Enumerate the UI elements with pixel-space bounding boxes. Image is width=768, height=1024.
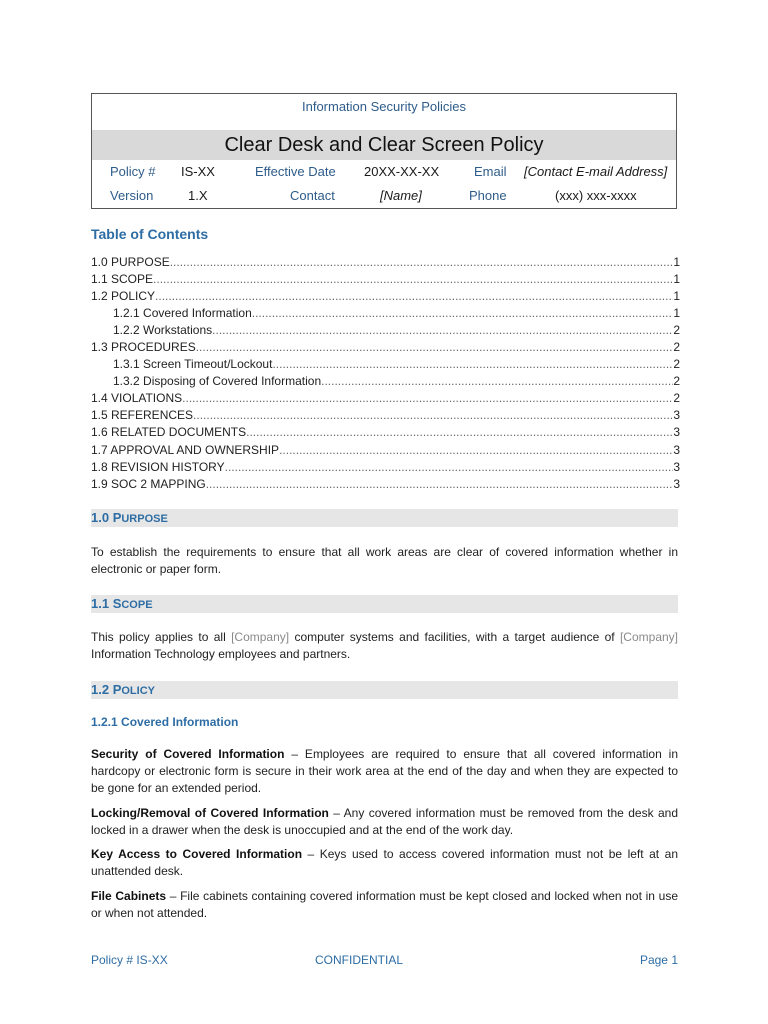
toc-entry[interactable] xyxy=(91,339,680,356)
table-of-contents xyxy=(91,254,680,493)
section-heading-scope xyxy=(91,595,678,613)
section-cap: P xyxy=(112,682,122,697)
effective-date-value: 20XX-XX-XX xyxy=(364,164,440,179)
policy-item-term: Security of Covered Information xyxy=(91,747,285,761)
policy-item-term: File Cabinets xyxy=(91,889,167,903)
toc-leader-dots xyxy=(225,459,674,476)
policy-item-term: Key Access to Covered Information xyxy=(91,847,303,861)
toc-entry-title: 1.3.1 Screen Timeout/Lockout xyxy=(113,357,273,372)
policy-item-text: – Employees are required to ensure that all covered information in hardcopy or electronic form is secure in their work area at the end of the day and when they are expected to be gone for an extended period. xyxy=(91,747,678,795)
toc-entry-page: 2 xyxy=(673,323,680,338)
section-cap: P xyxy=(112,510,122,525)
toc-leader-dots xyxy=(272,356,673,373)
toc-entry-title: 1.2 POLICY xyxy=(91,289,156,304)
policy-item xyxy=(91,746,678,797)
company-placeholder: [Company] xyxy=(231,630,290,644)
toc-entry-page: 1 xyxy=(673,306,680,321)
toc-leader-dots xyxy=(196,339,674,356)
email-label: Email xyxy=(474,164,507,179)
section-heading-policy xyxy=(91,681,678,699)
toc-leader-dots xyxy=(279,442,673,459)
toc-entry-page: 1 xyxy=(673,289,680,304)
toc-leader-dots xyxy=(193,407,673,424)
toc-entry[interactable] xyxy=(91,459,680,476)
toc-entry[interactable] xyxy=(91,305,680,322)
toc-leader-dots xyxy=(321,373,673,390)
toc-entry[interactable] xyxy=(91,288,680,305)
toc-entry[interactable] xyxy=(91,407,680,424)
toc-entry[interactable] xyxy=(91,271,680,288)
toc-entry-page: 3 xyxy=(673,476,680,491)
toc-leader-dots xyxy=(155,288,673,305)
toc-entry-title: 1.2.2 Workstations xyxy=(113,323,213,338)
purpose-paragraph: To establish the requirements to ensure that all work areas are clear of covered information whether in electronic or paper form. xyxy=(91,545,678,576)
phone-value: (xxx) xxx-xxxx xyxy=(555,188,637,203)
version-label: Version xyxy=(110,188,154,203)
document-title: Clear Desk and Clear Screen Policy xyxy=(92,130,676,160)
toc-leader-dots xyxy=(212,322,673,339)
toc-entry-page: 3 xyxy=(673,408,680,423)
policy-item-term: Locking/Removal of Covered Information xyxy=(91,806,329,820)
policy-header-table xyxy=(91,93,677,209)
toc-title: Table of Contents xyxy=(91,226,209,242)
footer-policy-number: Policy # IS-XX xyxy=(91,953,168,967)
email-value: [Contact E-mail Address] xyxy=(524,164,668,179)
toc-leader-dots xyxy=(206,476,674,493)
toc-entry-title: 1.8 REVISION HISTORY xyxy=(91,459,225,474)
toc-entry-page: 1 xyxy=(673,272,680,287)
toc-entry-title: 1.2.1 Covered Information xyxy=(113,306,252,321)
toc-entry[interactable] xyxy=(91,390,680,407)
header-row-1 xyxy=(92,160,676,184)
toc-entry[interactable] xyxy=(91,476,680,493)
policy-item-text: – Keys used to access covered information must not be left at an unattended desk. xyxy=(91,847,678,878)
section-number: 1.1 xyxy=(91,596,113,611)
toc-entry[interactable] xyxy=(91,442,680,459)
page-footer xyxy=(91,951,678,969)
toc-entry[interactable] xyxy=(91,424,680,441)
section-rest: OLICY xyxy=(121,685,155,697)
toc-entry-title: 1.0 PURPOSE xyxy=(91,255,170,269)
section-rest: COPE xyxy=(121,599,153,611)
toc-entry-title: 1.9 SOC 2 MAPPING xyxy=(91,476,206,491)
scope-text-c: Information Technology employees and partners. xyxy=(91,647,351,661)
section-rest: URPOSE xyxy=(121,513,168,525)
policy-item xyxy=(91,846,678,880)
toc-entry-page: 2 xyxy=(673,374,680,389)
toc-entry[interactable] xyxy=(91,322,680,339)
header-row-2 xyxy=(92,184,676,208)
policy-item xyxy=(91,888,678,922)
phone-label: Phone xyxy=(469,188,507,203)
scope-text-a: This policy applies to all xyxy=(91,630,232,644)
toc-entry-page: 3 xyxy=(673,459,680,474)
toc-leader-dots xyxy=(153,271,673,288)
toc-leader-dots xyxy=(170,254,674,271)
toc-entry-page: 2 xyxy=(673,340,680,355)
policy-number-value: IS-XX xyxy=(181,164,215,179)
policy-item xyxy=(91,805,678,839)
toc-entry-page: 3 xyxy=(673,425,680,440)
toc-leader-dots xyxy=(252,305,674,322)
policy-number-label: Policy # xyxy=(110,164,156,179)
toc-entry-page: 3 xyxy=(673,442,680,457)
toc-entry-title: 1.3.2 Disposing of Covered Information xyxy=(113,374,322,389)
section-cap: S xyxy=(112,596,122,611)
section-number: 1.2 xyxy=(91,682,113,697)
scope-paragraph xyxy=(91,629,678,663)
policy-item-text: – Any covered information must be removed from the desk and locked in a drawer when the desk is unoccupied and at the end of the work day. xyxy=(91,806,678,837)
toc-entry-page: 2 xyxy=(673,391,680,406)
toc-entry-title: 1.4 VIOLATIONS xyxy=(91,391,183,406)
toc-entry[interactable] xyxy=(91,373,680,390)
toc-entry[interactable] xyxy=(91,356,680,373)
toc-leader-dots xyxy=(246,424,673,441)
toc-leader-dots xyxy=(182,390,673,407)
section-number: 1.0 xyxy=(91,510,113,525)
toc-entry-title: 1.7 APPROVAL AND OWNERSHIP xyxy=(91,442,280,457)
scope-text-b: computer systems and facilities, with a target audience of xyxy=(289,630,620,644)
toc-entry-title: 1.5 REFERENCES xyxy=(91,408,194,423)
toc-entry-title: 1.3 PROCEDURES xyxy=(91,340,196,355)
org-title: Information Security Policies xyxy=(301,99,466,114)
footer-page-number: Page 1 xyxy=(639,953,678,967)
toc-entry-page: 2 xyxy=(673,357,680,372)
toc-entry-title: 1.6 RELATED DOCUMENTS xyxy=(91,425,247,440)
policy-item-text: – File cabinets containing covered information must be kept closed and locked when not in use or when not attended. xyxy=(91,889,679,920)
version-value: 1.X xyxy=(188,188,208,203)
effective-date-label: Effective Date xyxy=(255,164,336,179)
company-placeholder: [Company] xyxy=(619,630,678,644)
toc-entry-title: 1.1 SCOPE xyxy=(91,272,154,287)
contact-label: Contact xyxy=(290,188,335,203)
toc-entry-page: 1 xyxy=(673,255,680,269)
contact-value: [Name] xyxy=(380,188,422,203)
toc-entry[interactable] xyxy=(91,254,680,271)
subsection-heading-covered-information: 1.2.1 Covered Information xyxy=(91,715,239,729)
section-heading-purpose xyxy=(91,509,678,527)
footer-confidential: CONFIDENTIAL xyxy=(315,953,404,967)
